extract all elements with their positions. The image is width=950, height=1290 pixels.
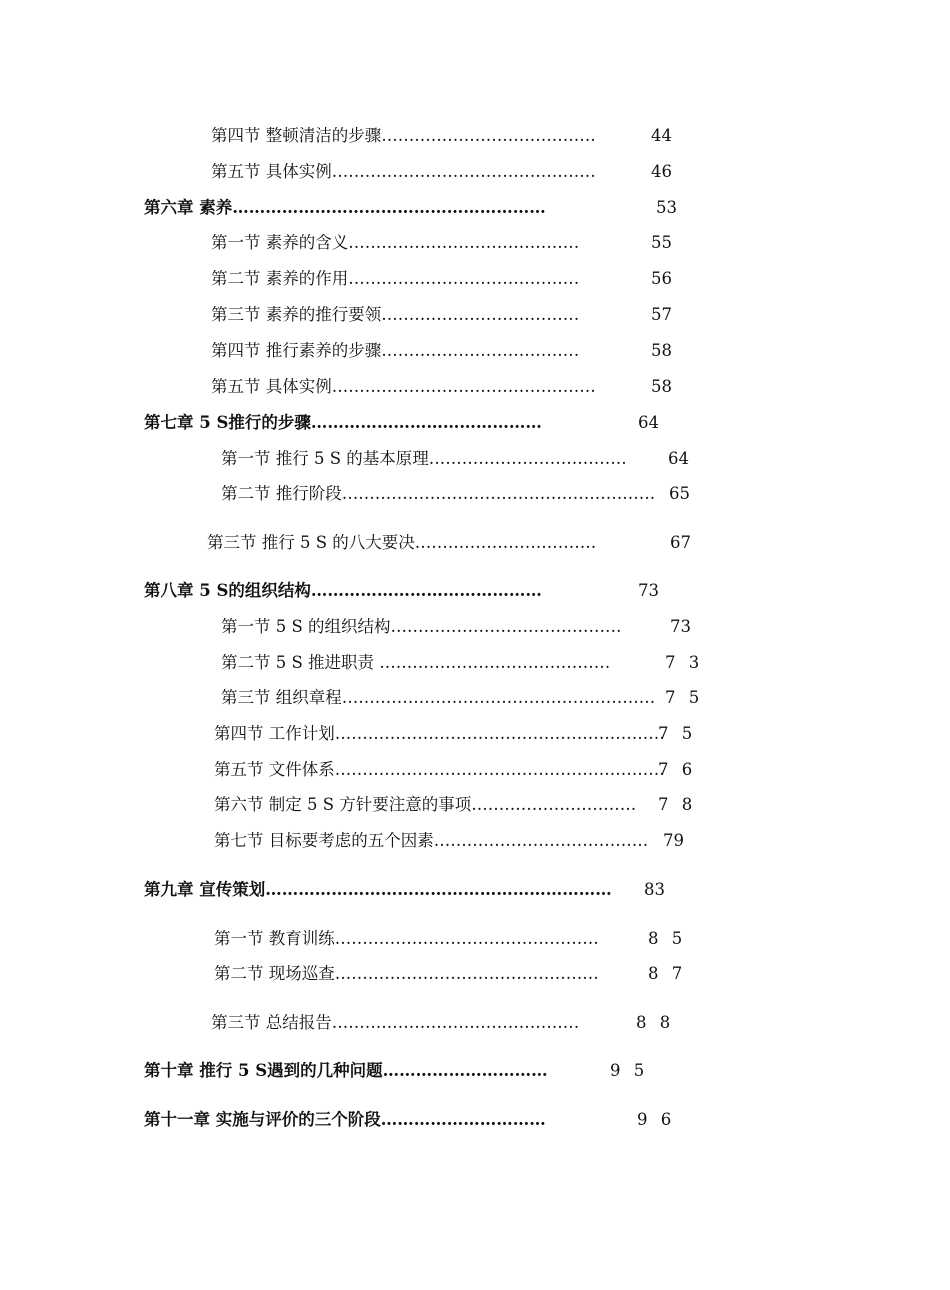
toc-entry-text: 第七节 目标要考虑的五个因素………………………………… (214, 831, 649, 850)
toc-page-number: 7 5 (665, 688, 704, 707)
toc-entry-text: 第五节 具体实例………………………………………… (211, 377, 596, 396)
toc-page-number: 58 (651, 377, 672, 396)
toc-page-number: 64 (668, 449, 689, 468)
toc-page-number: 83 (644, 880, 665, 899)
toc-entry (221, 483, 690, 505)
toc-chapter (144, 580, 659, 602)
toc-page-number: 44 (651, 126, 672, 145)
toc-chapter-text: 第八章 5 S的组织结构…………………………………… (144, 581, 542, 600)
toc-chapter-text: 第六章 素养………………………………………………… (144, 198, 546, 217)
toc-entry-text: 第二节 推行阶段………………………………………………… (221, 484, 656, 503)
toc-page-number: 67 (670, 533, 691, 552)
toc-entry (207, 532, 691, 554)
toc-entry-text: 第二节 素养的作用…………………………………… (211, 269, 580, 288)
toc-chapter (144, 1109, 676, 1131)
toc-entry-text: 第二节 5 S 推进职责 …………………………………… (221, 653, 611, 672)
toc-entry-text: 第二节 现场巡查………………………………………… (214, 964, 599, 983)
toc-page-number: 8 7 (648, 964, 687, 983)
toc-entry-text: 第一节 教育训练………………………………………… (214, 929, 599, 948)
toc-chapter-text: 第九章 宣传策划……………………………………………………… (144, 880, 612, 899)
toc-entry (211, 125, 672, 147)
toc-entry-text: 第三节 推行 5 S 的八大要决…………………………… (207, 533, 597, 552)
toc-entry (211, 340, 672, 362)
toc-page-number: 56 (651, 269, 672, 288)
toc-page-number: 9 5 (610, 1061, 649, 1080)
toc-chapter (144, 879, 665, 901)
toc-page-number: 79 (663, 831, 684, 850)
toc-entry-text: 第四节 整顿清洁的步骤………………………………… (211, 126, 596, 145)
toc-page-number: 8 5 (648, 929, 687, 948)
toc-entry-text: 第六节 制定 5 S 方针要注意的事项………………………… (214, 795, 637, 814)
toc-entry (214, 928, 687, 950)
toc-chapter (144, 412, 659, 434)
toc-entry-text: 第五节 文件体系…………………………………………………… (214, 760, 665, 779)
toc-entry (211, 376, 672, 398)
toc-entry (214, 830, 684, 852)
toc-chapter-text: 第七章 5 S推行的步骤…………………………………… (144, 413, 542, 432)
toc-entry-text: 第五节 具体实例………………………………………… (211, 162, 596, 181)
toc-page-number: 55 (651, 233, 672, 252)
toc-entry (211, 268, 672, 290)
toc-page-number: 73 (670, 617, 691, 636)
toc-entry-text: 第三节 组织章程………………………………………………… (221, 688, 656, 707)
toc-entry (214, 794, 697, 816)
toc-entry (221, 616, 691, 638)
toc-page-number: 7 5 (658, 724, 697, 743)
toc-entry (211, 232, 672, 254)
toc-entry-text: 第三节 总结报告……………………………………… (211, 1013, 580, 1032)
toc-chapter-text: 第十一章 实施与评价的三个阶段………………………… (144, 1110, 546, 1129)
toc-entry (221, 448, 689, 470)
toc-page-number: 9 6 (637, 1110, 676, 1129)
toc-entry-text: 第一节 5 S 的组织结构…………………………………… (221, 617, 622, 636)
toc-entry-text: 第四节 工作计划…………………………………………………… (214, 724, 665, 743)
toc-chapter (144, 197, 677, 219)
toc-chapter-text: 第十章 推行 5 S遇到的几种问题………………………… (144, 1061, 548, 1080)
toc-entry (211, 1012, 675, 1034)
toc-page-number: 7 3 (665, 653, 704, 672)
toc-entry (211, 161, 672, 183)
toc-entry (214, 759, 697, 781)
toc-chapter (144, 1060, 649, 1082)
toc-page-number: 46 (651, 162, 672, 181)
toc-page-number: 7 8 (658, 795, 697, 814)
toc-page-number: 58 (651, 341, 672, 360)
toc-entry-text: 第一节 推行 5 S 的基本原理……………………………… (221, 449, 627, 468)
toc-page-number: 53 (656, 198, 677, 217)
toc-page-number: 64 (638, 413, 659, 432)
toc-entry (214, 723, 697, 745)
toc-entry (221, 687, 704, 709)
toc-page-number: 73 (638, 581, 659, 600)
toc-entry-text: 第三节 素养的推行要领……………………………… (211, 305, 580, 324)
toc-page-number: 65 (669, 484, 690, 503)
toc-page-number: 57 (651, 305, 672, 324)
toc-page-number: 7 6 (658, 760, 697, 779)
toc-entry-text: 第四节 推行素养的步骤……………………………… (211, 341, 580, 360)
toc-entry (214, 963, 687, 985)
toc-page-number: 8 8 (636, 1013, 675, 1032)
toc-entry-text: 第一节 素养的含义…………………………………… (211, 233, 580, 252)
toc-entry (221, 652, 704, 674)
toc-entry (211, 304, 672, 326)
